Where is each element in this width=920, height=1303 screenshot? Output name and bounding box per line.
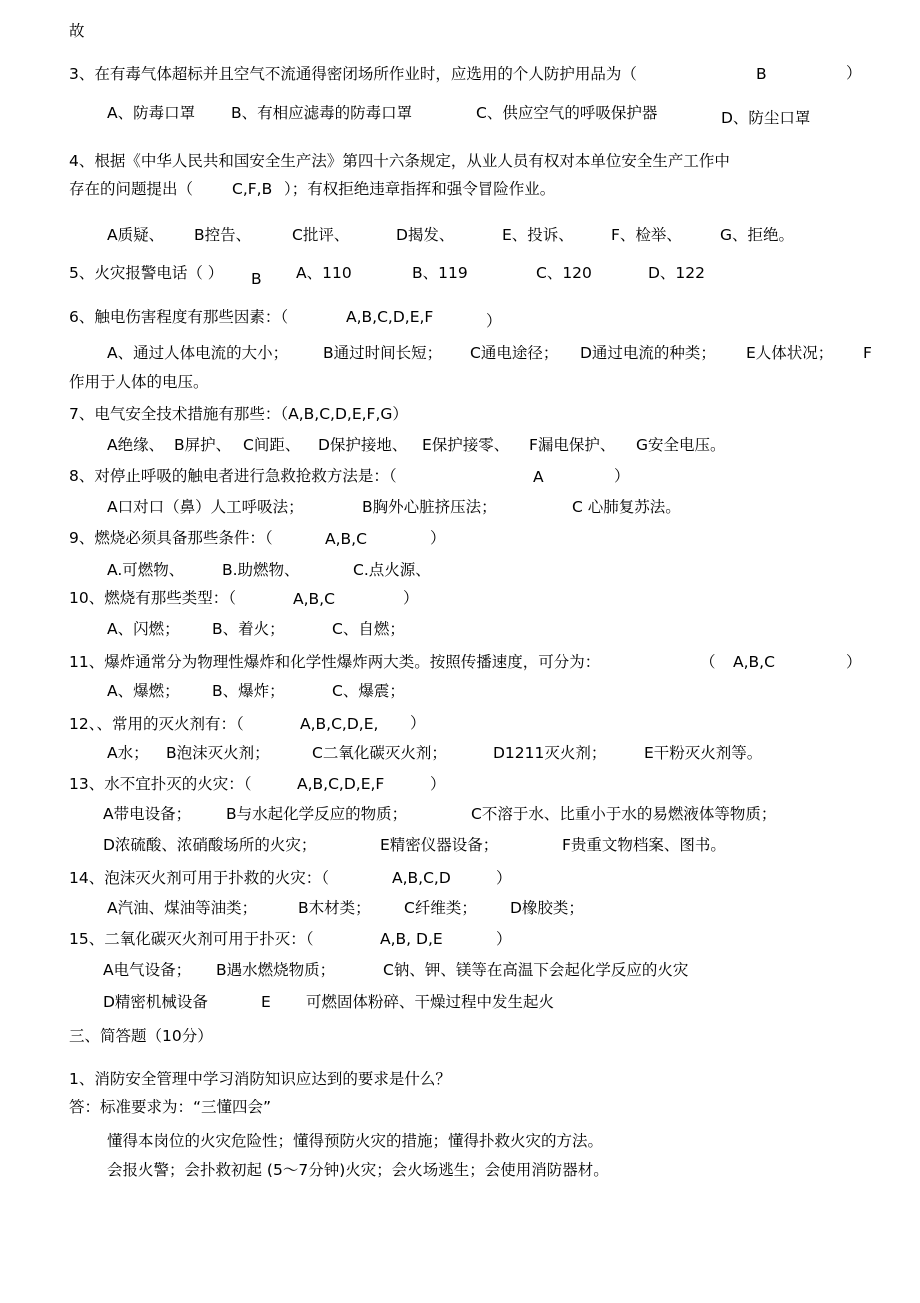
question-3: 3、在有毒气体超标并且空气不流通得密闭场所作业时，应选用的个人防护用品为（ [69, 65, 637, 83]
option: A绝缘、 [107, 436, 165, 454]
text-line: ） [430, 529, 446, 547]
option: F漏电保护、 [529, 436, 616, 454]
question-13: 13、水不宜扑灭的火灾：（ [69, 775, 252, 793]
option: E保护接零、 [422, 436, 510, 454]
question-9: 9、燃烧必须具备那些条件：（ [69, 529, 273, 547]
option: C批评、 [292, 226, 350, 244]
question-11: 11、爆炸通常分为物理性爆炸和化学性爆炸两大类。按照传播速度，可分为： [69, 653, 601, 671]
option: E、投诉、 [502, 226, 574, 244]
option: E干粉灭火剂等。 [644, 744, 763, 762]
section-heading: 三、简答题（10分） [69, 1027, 213, 1045]
option: B泡沫灭火剂； [166, 744, 270, 762]
option: A汽油、煤油等油类； [107, 899, 258, 917]
option: D、122 [648, 264, 706, 282]
question-12: 12、、常用的灭火剂有：（ [69, 715, 244, 733]
answer: A,B,C,D,E, [300, 715, 379, 733]
option: D、防尘口罩 [721, 109, 811, 127]
question-4: 4、根据《中华人民共和国安全生产法》第四十六条规定，从业人员有权对本单位安全生产工作中 [69, 152, 730, 170]
option: A口对口（鼻）人工呼吸法； [107, 498, 304, 516]
answer: A,B,C [325, 530, 367, 548]
option: A、闪燃； [107, 620, 180, 638]
answer: A [533, 468, 544, 486]
answer: A,B,C [293, 590, 335, 608]
option: E人体状况； [746, 344, 834, 362]
option: B、着火； [212, 620, 285, 638]
option: C间距、 [243, 436, 301, 454]
question-6: 6、触电伤害程度有那些因素：（ [69, 308, 289, 326]
option: C.点火源、 [353, 561, 431, 579]
answer: C,F,B [232, 180, 273, 198]
option: B胸外心脏挤压法； [362, 498, 497, 516]
option: F [863, 344, 872, 362]
option: C、120 [536, 264, 592, 282]
option: A、爆燃； [107, 682, 180, 700]
option: A.可燃物、 [107, 561, 185, 579]
text-line: ） [846, 653, 862, 671]
option: C不溶于水、比重小于水的易燃液体等物质； [471, 805, 777, 823]
option: A质疑、 [107, 226, 165, 244]
option: B遇水燃烧物质； [216, 961, 336, 979]
option: C、爆震； [332, 682, 405, 700]
text-line: ） [496, 869, 512, 887]
text-line: （ [700, 653, 716, 671]
question-10: 10、燃烧有那些类型：（ [69, 589, 236, 607]
text-line: ） [496, 930, 512, 948]
text-line: ） [403, 589, 419, 607]
short-answer-line: 会报火警；会扑救初起 (5～7分钟)火灾；会火场逃生；会使用消防器材。 [107, 1161, 609, 1179]
option: A电气设备； [103, 961, 192, 979]
option: D精密机械设备 [103, 993, 208, 1011]
option: B木材类； [298, 899, 371, 917]
option: C二氧化碳灭火剂； [312, 744, 447, 762]
option: A带电设备； [103, 805, 192, 823]
option: E精密仪器设备； [380, 836, 499, 854]
option: B屏护、 [174, 436, 232, 454]
option: B、119 [412, 264, 468, 282]
text-line: ） [410, 714, 426, 732]
option: A、通过人体电流的大小； [107, 344, 289, 362]
option: F、检举、 [611, 226, 682, 244]
short-answer-question: 1、消防安全管理中学习消防知识应达到的要求是什么？ [69, 1070, 451, 1088]
answer: B [756, 65, 767, 83]
answer: A,B,C,D,E,F [297, 775, 385, 793]
option: C 心肺复苏法。 [572, 498, 681, 516]
question-5: 5、火灾报警电话（ ） [69, 264, 224, 282]
short-answer-line: 懂得本岗位的火灾危险性；懂得预防火灾的措施；懂得扑救火灾的方法。 [107, 1132, 604, 1150]
option: B、爆炸； [212, 682, 285, 700]
option: B.助燃物、 [222, 561, 300, 579]
text-line: 故 [69, 22, 85, 40]
answer: A,B, D,E [380, 930, 443, 948]
option: B通过时间长短； [323, 344, 443, 362]
text-line: 存在的问题提出（ [69, 180, 194, 198]
option: B控告、 [194, 226, 252, 244]
text-line: ） [430, 775, 446, 793]
answer: B [251, 270, 262, 288]
text-line: ） [486, 312, 502, 330]
option: 可燃固体粉碎、干燥过程中发生起火 [306, 993, 555, 1011]
option: C钠、钾、镁等在高温下会起化学反应的火灾 [383, 961, 689, 979]
answer: A,B,C [733, 653, 775, 671]
option: C、自燃； [332, 620, 405, 638]
option: B与水起化学反应的物质； [226, 805, 408, 823]
short-answer: 答：标准要求为：“三懂四会” [69, 1098, 272, 1116]
option: C、供应空气的呼吸保护器 [476, 104, 658, 122]
option: C纤维类； [404, 899, 477, 917]
option: G安全电压。 [636, 436, 726, 454]
option: A水； [107, 744, 149, 762]
option: G、拒绝。 [720, 226, 795, 244]
option: B、有相应滤毒的防毒口罩 [231, 104, 413, 122]
option: D揭发、 [396, 226, 455, 244]
option: E [261, 993, 271, 1011]
option: F贵重文物档案、图书。 [562, 836, 726, 854]
option: D通过电流的种类； [580, 344, 716, 362]
text-line: ） [846, 64, 862, 82]
option: A、防毒口罩 [107, 104, 196, 122]
option: D1211灭火剂； [493, 744, 607, 762]
option: D橡胶类； [510, 899, 584, 917]
answer: A,B,C,D,E,F [346, 308, 434, 326]
option: D保护接地、 [318, 436, 408, 454]
text-line: 作用于人体的电压。 [69, 373, 209, 391]
question-8: 8、对停止呼吸的触电者进行急救抢救方法是：（ [69, 467, 397, 485]
option: A、110 [296, 264, 352, 282]
question-15: 15、二氧化碳灭火剂可用于扑灭：（ [69, 930, 314, 948]
text-line: ） [614, 467, 630, 485]
question-7: 7、电气安全技术措施有那些：（A,B,C,D,E,F,G） [69, 405, 408, 423]
option: D浓硫酸、浓硝酸场所的火灾； [103, 836, 317, 854]
text-line: ）；有权拒绝违章指挥和强令冒险作业。 [284, 180, 556, 198]
answer: A,B,C,D [392, 869, 451, 887]
question-14: 14、泡沫灭火剂可用于扑救的火灾：（ [69, 869, 329, 887]
option: C通电途径； [470, 344, 559, 362]
